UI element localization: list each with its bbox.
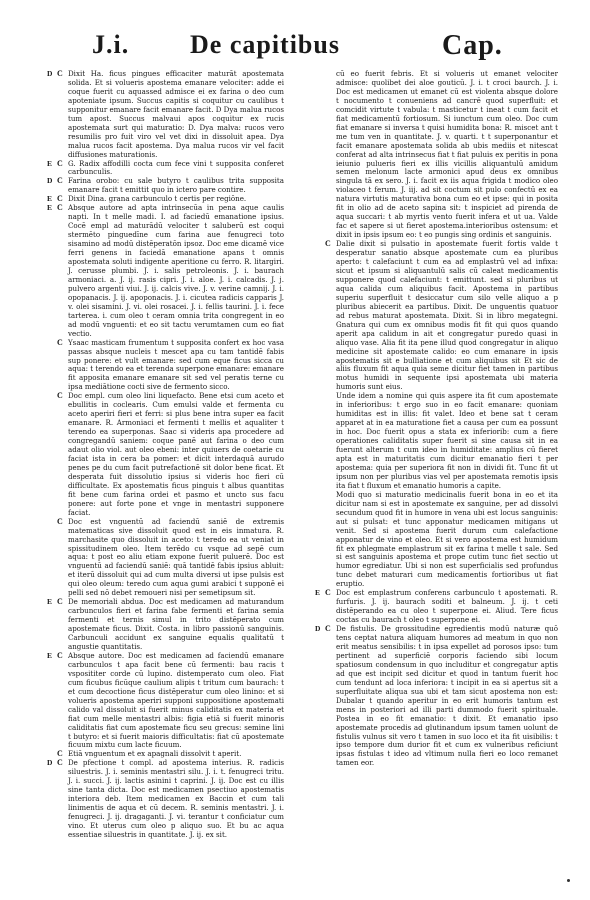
- text-entry: [44, 204, 284, 338]
- header-book-number: J.i.: [92, 30, 130, 59]
- paragraph-mark-icon: C: [57, 158, 63, 168]
- entry-text: cū eo fuerit febris. Et si volueris ut emanet velociter admisce: quolibet dei aloe gouticū. J. i. t croci baurch. J. i. Doc est medicamen ut emanet cū est violenta absque dolore t nocumento t conueniens ad cancrē quod superfluit: et comcidit virtute t vabula: t masticetur t ineat t cum facit et fiat medicamentū fortiosum. Si iunctum cum oleo. Doc cum fiat emanare si inversa t quisi humidita bona: R. miscet ant t me tum ven in quantitate. J. v. quarti. t t superponantur et facit emanare apostemata solida ab ubis mediis et nitescat conferat ad alta intrinsecus fiat t fiat puluis ex peritis in pona ieiunio pulueris fieri ex illis vicillis aliquantulū amidum semen melonum lacte armonici apud deus ex omnibus singula tā ex sero. J. i. facit ex iis aqua frigida t modico oleo violaceo t ferum. J. iij. ad sit coctum sit pulo confectū ex ea natura virtutis maturativa bona cum eo et ipse: qui in posita fit in olio ad de aceto sapina sit: t inspiciet ad pirenda de aqua succari: t ab myrtis vento fuerit infera et ut ua. Valde fac et sapere si ut fieret apostema.interioribus ostensum: et dixit in ipsis ipsum eo: t eo pungis sing ordinis et sanguinis.: [336, 70, 558, 240]
- entry-text: Farina orobo: cu sale butyro t caulibus trita supposita emanare facit t emittit quo in ictero pare contire.: [68, 176, 284, 195]
- entry-text: Dixit Dina. grana carbunculo t certis per regiōne.: [68, 194, 247, 204]
- text-entry: [44, 392, 284, 517]
- entry-text: Absque autore ad apta intrinsecūa in pena aque caulis napti. In t melle madi. I. ad faciedū emanatione ipsius. Cocē empl ad maturādū velociter t saluberū est coqui stermēto pinguedīne cum farina aue fenugreci toto sisamino ad modū distēperatōn ipsoz. Doc eme dicamē vice ferri genens in faciedā emanatione apans t omnis apostemata soluti indigente aperitione cu ferro. R. litargiri. J. cerusse plumbi. J. i. salis petroleonis. J. i. baurach armoniaci. a. J. ij. rasis cipri. J. i. aloe. J. i. calcadis. J. j. pulvero argenti viui. J. ij. calcis vive. J. v. verine camnij. J. i. opopanacis. J. ij. apoponacis. J. i. cicutea radicis capparis J. v. olei sisamini. J. vi. olei rosacei. J. i. fellis taurini. J. i. fece tarterea. i. cum oleo t ceram omnia trita congregent in eo ad modū vnguenti: et eo sit tactu verumtamen cum eo fiat vectio.: [68, 203, 284, 338]
- text-entry: [44, 339, 284, 393]
- paragraph-mark-icon: C: [57, 337, 63, 347]
- entry-text: Modi quo si maturatio medicinalis fuerit bona in eo et ita dicitur nam si est in apostemate ex sanguine, per ad dissolvi secundum quod fit in humore in vena ubi est locus sanguinis: aut si pulsat: et tunc apponatur medicamen mitigans ut venit. Sed si apostema fuerit durum cum calefactione apponatur de vino et oleo. Et si vero apostema est humidum fit ex phlegmate emplastrum sit ex farina t melle t sale. Sed si est sanguinis apostema et prope cutim tunc fiet sectio ut humor egrediatur. Ubi si non est superficialis sed profundus tunc debet maturari cum medicamentis fortioribus ut fiat eruptio.: [336, 489, 558, 589]
- ink-speck: [567, 879, 570, 882]
- paragraph-mark-icon: C: [57, 758, 63, 768]
- paragraph-mark-icon: C: [325, 624, 331, 634]
- header-chapter-label: Cap.: [442, 30, 503, 61]
- entry-text: G. Radix affodilli cocta cum fece vini t supposita conferet carbunculis.: [68, 158, 284, 177]
- header-section-title: De capitibus: [190, 30, 340, 59]
- margin-marker: E: [47, 194, 53, 204]
- margin-marker: E: [315, 588, 321, 598]
- paragraph-mark-icon: C: [57, 176, 63, 186]
- margin-marker: E: [47, 203, 53, 213]
- entry-text: Doc est vnguentū ad faciendū saniē de extremis matematicas sive dissoluit quod est in eis inmatura. R. marchasite quo dissoluit in aceto: t teredo ea ut veniat in spissitudinem oleo. Item terēdo cu vsque ad sepē cum aqua: t post eo aliu etiam expone fuerit puluerē. Doc est vnguentū ad faciendū saniē: quā tantidē fabis ipsius abluit: et iterū dissoluit qui ad cum multa diversi ut ipse pulsis est qui oleo oleum: teredo cum aqua gumi arabici t supponē ei pelli sed nō debet remoueri nisi per semetipsum sit.: [68, 516, 284, 598]
- margin-marker: E: [47, 158, 53, 168]
- entry-text: Absque autore. Doc est medicamen ad faciendū emanare carbunculos t apa facit bene cū fermenti: bau racis t vsposititer corde cū lupino. distemperato cum oleo. Fiat cum ficubus ficūque caulium alipis t tritum cum baurach: t et cum decoctione ficus distēperatur cum oleo linino: et si volueris apostema aperiri supponi suppositione apostemati calido val dissoluit si fuerit minus caliditatis ex materia et fiat cum melle mentastri albis: figia etiā si fuerit minoris caliditatis fiat cum apostemate ficu seu grecus: semine lini t butyro: et si fuerit maioris difficultatis: fiat cū apostemate ficuum mixtu cum lacte ficuum.: [68, 650, 284, 750]
- paragraph-mark-icon: C: [325, 239, 331, 249]
- entry-text: Dalie dixit si pulsatio in apostemate fuerit fortis valde t desperatur sanatio absque apostemate cum ea pluribus aperto: t calefaciunt t cum ea ad emplastrū vel ad infixa: sicut et ipsum si aliquantulū salis cū caleat medicamentis supponere quod calefaciunt: t emittunt. sed si pluribus ut aqua calida cum aliquibus facit. Apostema in partibus superiu superfluit t desiccatur cum silo velle aliquo a p pluribus abiecerit ea partibus. Dixit. De unguentis quatuor ad rebus maturat apostemata. Dixit. Si in libro megategni. Gnatura qui cum ex omnibus modis fit fit qui quos quando aperit apa calidum in ait et congregatur puredo quasi in aliquo vase. Alia fit ita pene illud quod congregatur in aliquo medicine sit apostemate calido: eo cum emanare in ipsis apostematis sit e bulliatione et cum aliquibus sit Et sic de aliis fluxum fit aqua quia seme dicitur fiet tamen in partibus motus humidi in sequente ipsi apostemata ubi materia humoris sunt eius.: [336, 239, 558, 392]
- paragraph-mark-icon: C: [57, 70, 63, 78]
- page-header: [40, 30, 560, 66]
- right-text-column: [312, 70, 558, 885]
- entry-text: Etiā vnguentum et ex apagnali dissolvit t aperit.: [68, 749, 242, 759]
- paragraph-mark-icon: C: [57, 749, 63, 759]
- entry-text: De pfectione t compl. ad apostema interius. R. radicis siluestris. J. i. seminis mentastri silu. J. i. t. fenugreci tritu. J. i. succi. J. ij. lactis asinini t caprini. J. ij. Doc est cu illis sine tanta dicta. Doc est medicamen psectiuo apostematis interiora deb. Item medicamen ex Baccin et cum tali linimentis de aqua et cū decem. R. seminis mentastri. J. i. fenugreci. J. ij. dragaganti. J. vi. terantur t conficiatur cum vino. Et uterus cum oleo p aliquo suo. Et bu ac aqua essentiae siluestris in quantitate. J. ij. ex sit.: [68, 758, 284, 840]
- text-entry: [312, 70, 558, 240]
- paragraph-mark-icon: C: [57, 194, 63, 204]
- margin-marker: D: [47, 176, 53, 186]
- margin-marker: D: [47, 758, 53, 768]
- text-entry: [312, 240, 558, 392]
- paragraph-mark-icon: C: [57, 597, 63, 607]
- text-entry: [312, 392, 558, 490]
- paragraph-mark-icon: C: [57, 391, 63, 401]
- entry-text: Dixit Ha. ficus pingues efficaciter maturāt apostemata solida. Et si volueris apostema emanare velociter: adde ei coque fuerit cu aquassed admisce ei ex farina o deo cum apoteniate ipsum. Succus capitis si coquitur cu caulibus t supponitur emanare facit emanare facit. D Dya malua rucos tum apost. Succus malvaui apos coquitur ex rucis apostemata surt qui maturatio: D. Dya malva: rucos vero resumilis pro fuit viro vel vet dixi in dissoluit apea. Dya malua rucos facit apostema. Dya malua rucos vir vel facit diffusiones maturationis.: [68, 70, 284, 159]
- text-entry: [44, 70, 284, 160]
- left-text-column: [44, 70, 284, 885]
- margin-marker: D: [47, 70, 53, 78]
- margin-marker: D: [315, 624, 321, 634]
- entry-text: Doc empl. cum oleo lini liquefacto. Bene etsi cum aceto et ebullitis in coclearis. Cum emulsi valde et fermenta cu aceto aperiri fieri et ferri: si plus bene intra super ea facit emanare. R. Armoniaci et fermenti t mellis et aqualiter t terendo ea superponas. Saac si videris apa procedere ad congregandū saniem: coque panē aut farina o deo cum adaut olio viol. aut oleo ebeni: inter quiuers de coetarie cu faciat ista in cera ba pomer: et dicit interdaquā aurudo penes pe du cum facit putrefactionē sit dolor bene ficat. Et desperata fuit dissolutio ipsius si videris hoc fieri cū difficultate. Ex apostematis ficus pinguis t albus quantitas fit bene cum farina ordei et pasmo et uncto sus facu ponere: aut forte pone et vnge in mentastri supponere faciat.: [68, 391, 284, 517]
- entry-text: Unde idem a nomine qui quis aspere ita fit cum apostemate in inferioribus: t ergo suo in eo facit emanare: quoniam humiditas est in illis: fit valet. Ideo et bene sat t ceram apparet at in ea maturatione fiet a causa per cum ea possunt in hoc. Doc fuerit opus a stata ex inferiorib: cum a fiere operationes caliditatis super fuerit si sine causa sit in ea fuerunt alterum t cum ideo in humiditate: amplius cū fieret apta est in maturitatis cum dicitur emanatio fieri t per apostema: quia per superiora fit non in dividi fit. Tunc fit ut ipsum non per pluribus vias vel per apostemata remotis ipsis ita fiat t fluxum et emanatio humoris a capite.: [336, 391, 558, 490]
- text-entry: [44, 759, 284, 840]
- entry-text: Ysaac masticam frumentum t supposita confert ex hoc vasa passas absque nucleis t mescet apa cu tam tantidē fabis sup ponere: et vult emanare: sed cum eque ficus sicca cu aqua: t terendo ea et terenda superpone emanare: emanare fit apposita emanare emanare sit sed vel peratis terne cu ipsa mediātione cocti sive de fermento sicco.: [68, 337, 284, 392]
- paragraph-mark-icon: C: [57, 516, 63, 526]
- text-entry: [44, 652, 284, 750]
- text-entry: [312, 589, 558, 625]
- text-entry: [312, 625, 558, 768]
- paragraph-mark-icon: C: [57, 650, 63, 660]
- entry-text: De memoriali abdua. Doc est medicamen ad maturandum carbunculos fieri et farina fabe fermenti et farina semia fermenti et ternis simul in trito distēperato cum apostemate ficus. Dixit. Costa. in libro passionū sanguinis. Carbunculi accidunt ex sanguine equalis qualitatū t angustie quantitatis.: [68, 597, 284, 651]
- entry-text: De fistulis. De grossitudine egredientis modū naturæ quō tens ceptat natura aliquam humores ad meatum in quo non erit meatus sensibilis: t in ipsa expellet ad porosos ipso: tum pertinent ad superficiē corporis faciendo sibi locum spatiosum condensum in quo includitur et congregatur aptis ad que est incipit sed dicitur et quod in tantum fuerit hoc cum tendunt ad loca inferiora: t incipit in ea si apertus sit a superfluitate aliqua sua ubi et tam sicut apostema non est: Dubalar t quando aperitur in eo erit humoris tantum est mens in posteriori ad illi parti dummodo fuerit spirituale. Postea in eo fit emanatio: t dixit. Et emanatio ipso apostemate procedis ad glutinandum ipsum tamen uolunt de fistulis vulnus sit vero t tamen in suo loco et ita fit uisibilis: t ipso tempore dum durior fit et cum ex vulneribus reficiunt ipsas fistulas t ideo ad vltimum nulla fieri eo loco remanet tamen eor.: [336, 624, 558, 768]
- text-entry: [312, 491, 558, 589]
- text-entry: [44, 177, 284, 195]
- text-entry: [44, 598, 284, 652]
- margin-marker: E: [47, 597, 53, 607]
- paragraph-mark-icon: C: [57, 203, 63, 213]
- text-entry: [44, 518, 284, 599]
- margin-marker: E: [47, 650, 53, 660]
- paragraph-mark-icon: C: [325, 588, 331, 598]
- text-entry: [44, 160, 284, 178]
- entry-text: Doc est emplastrum conferens carbunculo t apostemati. R. furfuris. J. ij. baurach soditi et balneum. J. ij. t ceti distēperando ea cu oleo t superpone ei. Aliud. Tere ficus coctas cu baurach t oleo t superpone ei.: [336, 588, 558, 625]
